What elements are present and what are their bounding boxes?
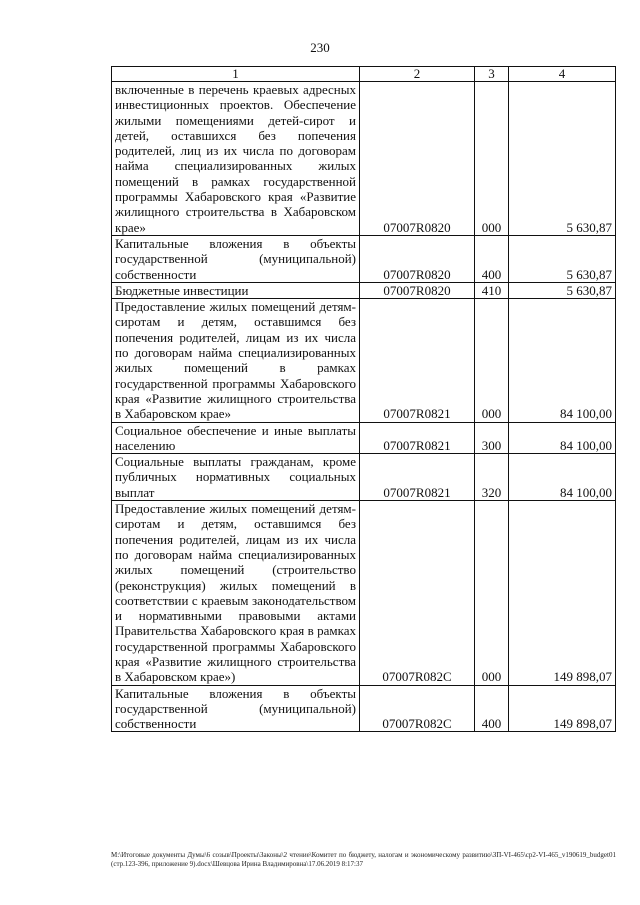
row-code: 07007R0820 [360,282,475,298]
row-code: 07007R082С [360,501,475,686]
row-amount: 84 100,00 [509,454,616,501]
row-description: Социальные выплаты гражданам, кроме публичных нормативных социальных выплат [112,454,360,501]
row-type: 300 [475,422,509,454]
row-description: включенные в перечень краевых адресных инвестиционных проектов. Обеспечение жилыми помещениями детей-сирот и детей, оставшихся без попечения родителей, лиц из их числа по договорам найма специализированных жилых помещений в рамках государственной программы Хабаровского края «Развитие жилищного строительства в Хабаровском крае» [112,82,360,236]
row-amount: 5 630,87 [509,282,616,298]
row-type: 410 [475,282,509,298]
header-col-1: 1 [112,67,360,82]
row-type: 320 [475,454,509,501]
row-description: Предоставление жилых помещений детям-сиротам и детям, оставшимся без попечения родителей, лицам из их числа по договорам найма специализированных жилых помещений (строительство (реконструкция) жилых помещений в соответствии с краевым законодательством и нормативными правовыми актами Правительства Хабаровского края в рамках государственной программы Хабаровского края «Развитие жилищного строительства в Хабаровском крае») [112,501,360,686]
row-amount: 149 898,07 [509,685,616,732]
row-code: 07007R0821 [360,422,475,454]
row-description: Социальное обеспечение и иные выплаты населению [112,422,360,454]
row-code: 07007R0821 [360,454,475,501]
row-amount: 5 630,87 [509,235,616,282]
header-col-2: 2 [360,67,475,82]
row-type: 400 [475,235,509,282]
budget-table [111,66,616,732]
row-description: Капитальные вложения в объекты государственной (муниципальной) собственности [112,685,360,732]
row-amount: 149 898,07 [509,501,616,686]
header-col-3: 3 [475,67,509,82]
row-code: 07007R0820 [360,82,475,236]
document-path-footer: М:\Итоговые документы Думы\6 созыв\Проекты\Законы\2 чтение\Комитет по бюджету, налогам и экономическому развитию\ЗП-VI-465\ср2-VI-465_v190619_budget01 (стр.123-396, приложение 9).docx\Шевцова Ирина Владимировна\17.06.2019 8:17:37 [111,851,616,868]
table-row [112,235,616,282]
row-type: 400 [475,685,509,732]
table-row [112,501,616,686]
row-amount: 5 630,87 [509,82,616,236]
row-code: 07007R082С [360,685,475,732]
row-amount: 84 100,00 [509,422,616,454]
header-col-4: 4 [509,67,616,82]
header-row [112,67,616,82]
page-number: 230 [310,40,330,55]
table-row [112,422,616,454]
row-type: 000 [475,82,509,236]
row-code: 07007R0820 [360,235,475,282]
row-description: Капитальные вложения в объекты государственной (муниципальной) собственности [112,235,360,282]
table-row [112,82,616,236]
row-description: Предоставление жилых помещений детям-сиротам и детям, оставшимся без попечения родителей, лицам из их числа по договорам найма специализированных жилых помещений в рамках государственной программы Хабаровского края «Развитие жилищного строительства в Хабаровском крае» [112,299,360,422]
table-row [112,685,616,732]
row-amount: 84 100,00 [509,299,616,422]
table-row [112,454,616,501]
row-type: 000 [475,299,509,422]
row-type: 000 [475,501,509,686]
row-code: 07007R0821 [360,299,475,422]
table-row [112,282,616,298]
row-description: Бюджетные инвестиции [112,282,360,298]
table-row [112,299,616,422]
